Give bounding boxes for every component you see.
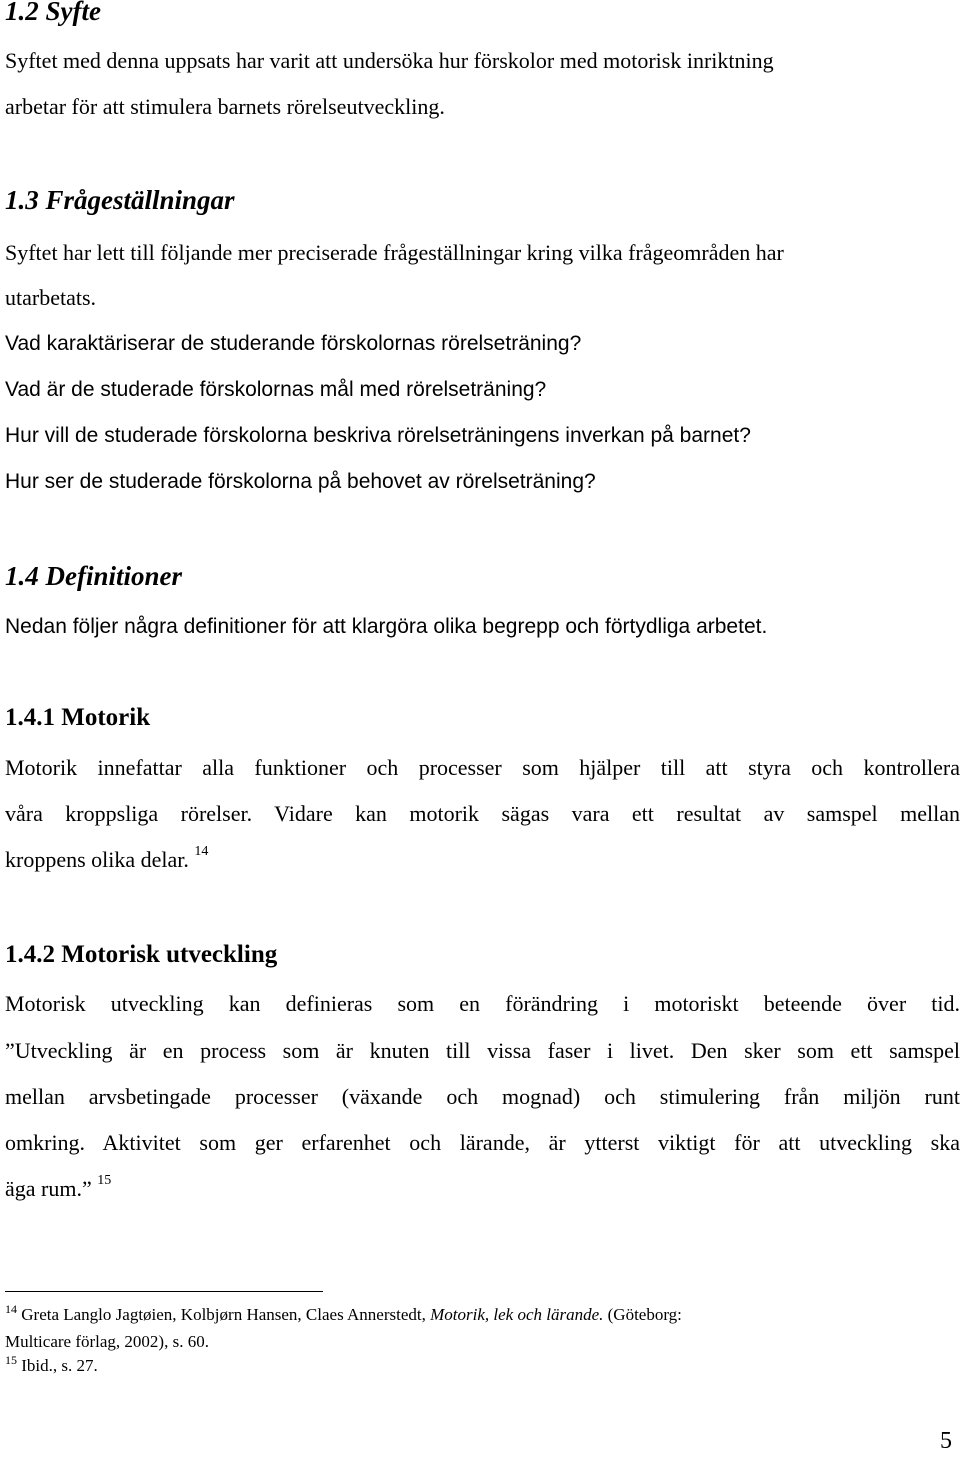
- motorik-line-1: Motorik innefattar alla funktioner och processer som hjälper till att styra och kontrollera: [5, 755, 960, 780]
- page-number: 5: [940, 1428, 952, 1454]
- heading-fragestallningar: 1.3 Frågeställningar: [5, 185, 235, 215]
- footnote-15-text: Ibid., s. 27.: [21, 1356, 98, 1375]
- fragestallningar-intro-1: Syftet har lett till följande mer preciserade frågeställningar kring vilka frågeområden har: [5, 240, 784, 265]
- syfte-line-2: arbetar för att stimulera barnets rörelseutveckling.: [5, 94, 445, 119]
- footnote-separator: [5, 1291, 323, 1292]
- footnote-14-number: 14: [5, 1302, 17, 1316]
- heading-syfte: 1.2 Syfte: [5, 0, 101, 26]
- motorik-line-3-text: kroppens olika delar.: [5, 847, 189, 872]
- footnote-ref-14: 14: [194, 844, 209, 859]
- fragestallningar-intro-2: utarbetats.: [5, 285, 97, 310]
- question-4: Hur ser de studerade förskolorna på behovet av rörelseträning?: [5, 470, 596, 493]
- utveckling-line-1: Motorisk utveckling kan definieras som en förändring i motoriskt beteende över tid.: [5, 991, 960, 1016]
- question-3: Hur vill de studerade förskolorna beskriva rörelseträningens inverkan på barnet?: [5, 424, 751, 447]
- utveckling-line-2: ”Utveckling är en process som är knuten till vissa faser i livet. Den sker som ett samspel: [5, 1038, 960, 1063]
- footnote-ref-15: 15: [97, 1173, 112, 1188]
- heading-motorisk-utveckling: 1.4.2 Motorisk utveckling: [5, 941, 278, 968]
- definitioner-text: Nedan följer några definitioner för att klargöra olika begrepp och förtydliga arbetet.: [5, 615, 768, 638]
- syfte-line-1: Syftet med denna uppsats har varit att undersöka hur förskolor med motorisk inriktning: [5, 48, 774, 73]
- utveckling-line-5: [5, 1173, 112, 1202]
- footnote-14: [5, 1302, 682, 1325]
- footnote-14-line-2: Multicare förlag, 2002), s. 60.: [5, 1332, 209, 1351]
- utveckling-line-4: omkring. Aktivitet som ger erfarenhet och lärande, är ytterst viktigt för att utveckling ska: [5, 1130, 960, 1155]
- question-2: Vad är de studerade förskolornas mål med rörelseträning?: [5, 378, 547, 401]
- heading-definitioner: 1.4 Definitioner: [5, 561, 183, 591]
- heading-motorik: 1.4.1 Motorik: [5, 704, 151, 731]
- footnote-14-after: (Göteborg:: [603, 1305, 682, 1324]
- motorik-line-3: [5, 844, 209, 873]
- utveckling-line-3: mellan arvsbetingade processer (växande och mognad) och stimulering från miljön runt: [5, 1084, 960, 1109]
- question-1: Vad karaktäriserar de studerande förskolornas rörelseträning?: [5, 332, 582, 355]
- utveckling-line-5-text: äga rum.”: [5, 1176, 92, 1201]
- footnote-15: [5, 1353, 98, 1376]
- motorik-line-2: våra kroppsliga rörelser. Vidare kan motorik sägas vara ett resultat av samspel mellan: [5, 801, 960, 826]
- footnote-14-title: Motorik, lek och lärande.: [430, 1305, 604, 1324]
- footnote-15-number: 15: [5, 1353, 17, 1367]
- footnote-14-authors: Greta Langlo Jagtøien, Kolbjørn Hansen, Claes Annerstedt,: [21, 1305, 431, 1324]
